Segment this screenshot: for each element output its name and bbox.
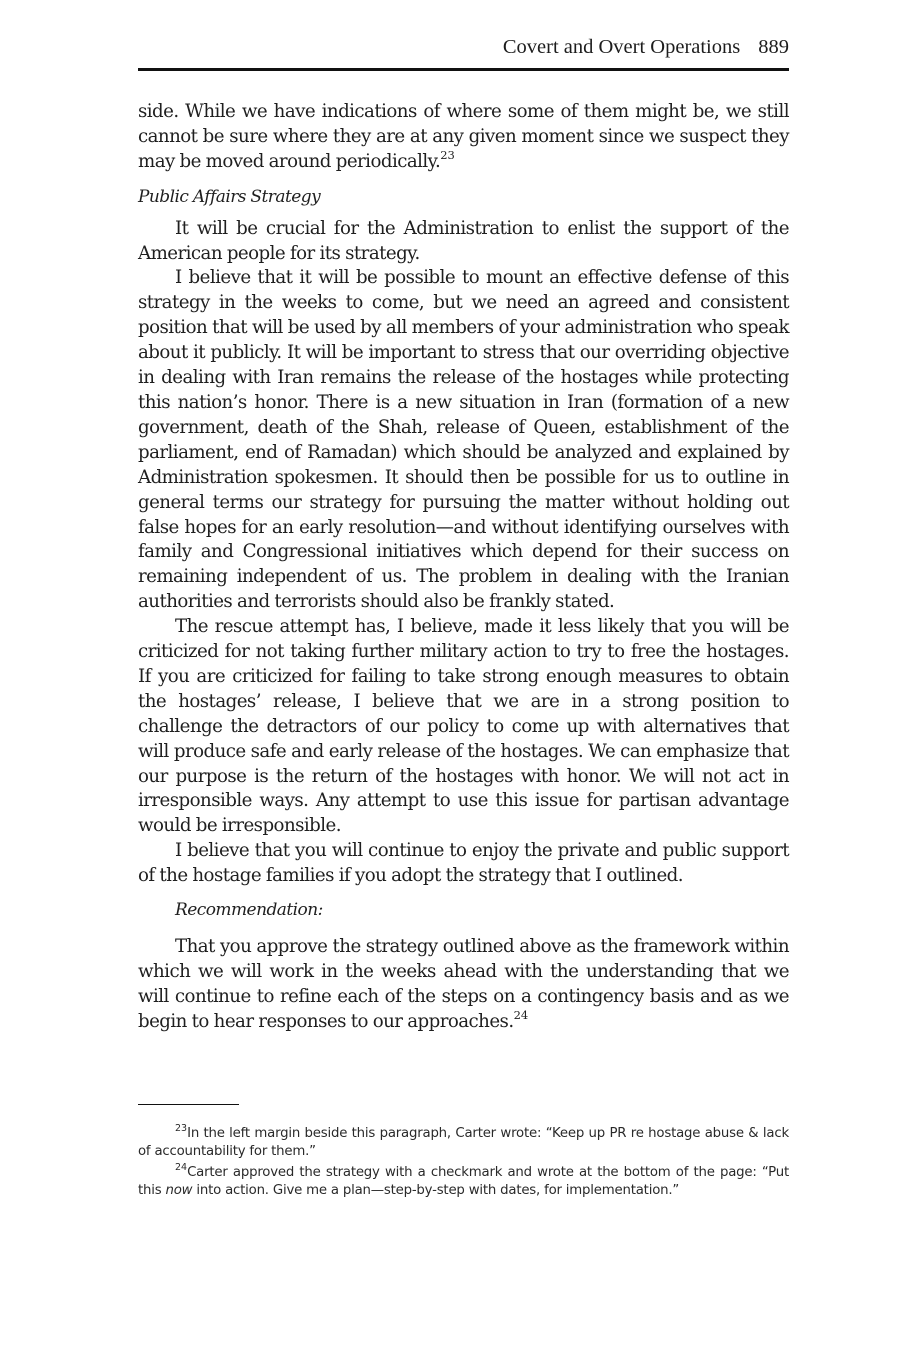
body-text	[138, 100, 789, 1035]
header-rule	[138, 68, 789, 71]
paragraph-2: It will be crucial for the Administration to enlist the support of the American people for its strategy.	[138, 217, 789, 264]
recommendation-heading: Recommendation:	[175, 900, 323, 921]
running-header	[138, 36, 789, 66]
footnote-text: into action. Give me a plan—step-by-step with dates, for implementation.”	[192, 1182, 680, 1198]
footnote-number: 23	[175, 1123, 188, 1134]
footnote-text: Carter approved the strategy with a checkmark and wrote at the bottom of the page: “Put this	[138, 1165, 789, 1198]
paragraph-6-text: That you approve the strategy outlined above as the framework within which we will work in the weeks ahead with the understanding that we will continue to refine each of the steps on a contingency basis and as we begin to hear responses to our approaches.	[138, 936, 789, 1032]
footnote-ref-24[interactable]: 24	[513, 1007, 529, 1022]
section-heading: Public Affairs Strategy	[138, 186, 321, 207]
running-header-title: Covert and Overt Operations	[502, 36, 741, 58]
paragraph-4: The rescue attempt has, I believe, made it less likely that you will be criticized for not taking further military action to try to free the hostages. If you are criticized for failing to take strong enough measures to obtain the hostages’ release, I believe that we are in a strong position to challenge the detractors of our policy to come up with alternatives that will produce safe and early release of the hostages. We can emphasize that our purpose is the return of the hostages with honor. We will not act in irresponsible ways. Any attempt to use this issue for partisan advantage would be irresponsible.	[138, 616, 789, 837]
footnote-text: In the left margin beside this paragraph, Carter wrote: “Keep up PR re hostage abuse & lack of accountability for them.”	[138, 1126, 789, 1159]
footnote-emphasis: now	[165, 1182, 193, 1198]
paragraph-1-text: side. While we have indications of where some of them might be, we still cannot be sure where they are at any given moment since we suspect they may be moved around periodically.	[138, 101, 789, 172]
footnotes	[138, 1125, 789, 1203]
paragraph-6	[138, 935, 789, 1035]
paragraph-1	[138, 100, 789, 175]
paragraph-3: I believe that it will be possible to mount an effective defense of this strategy in the weeks to come, but we need an agreed and consistent position that will be used by all members of your administration who speak about it publicly. It will be important to stress that our overriding objective in dealing with Iran remains the release of the hostages while protecting this nation’s honor. There is a new situation in Iran (formation of a new government, death of the Shah, release of Queen, establishment of the parliament, end of Ramadan) which should be analyzed and explained by Administration spokesmen. It should then be possible for us to outline in general terms our strategy for pursuing the matter without holding out false hopes for an early resolution—and without identifying ourselves with family and Congressional initiatives which depend for their success on remaining independent of us. The problem in dealing with the Iranian authorities and terrorists should also be frankly stated.	[138, 267, 789, 613]
paragraph-5: I believe that you will continue to enjoy the private and public support of the hostage families if you adopt the strategy that I outlined.	[138, 840, 789, 887]
footnote-ref-23[interactable]: 23	[440, 147, 455, 162]
footnote-rule	[138, 1104, 239, 1105]
page-number: 889	[758, 36, 789, 58]
footnote-24	[138, 1164, 789, 1199]
footnote-number: 24	[175, 1162, 188, 1173]
footnote-23	[138, 1125, 789, 1160]
